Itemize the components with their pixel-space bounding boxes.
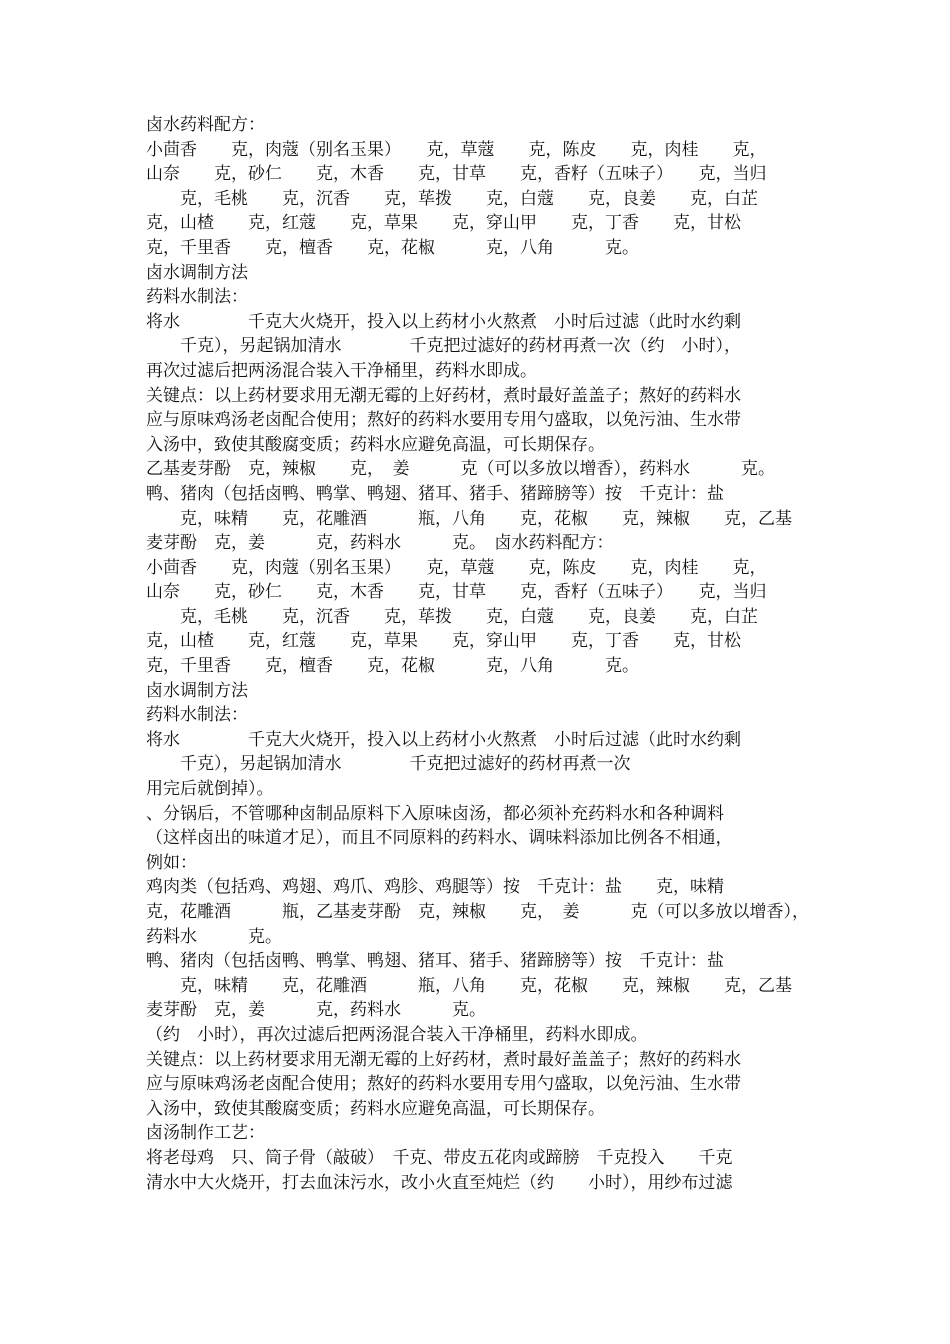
text-line: 卤水调制方法: [146, 262, 248, 283]
text-line: 入汤中，致使其酸腐变质；药料水应避免高温，可长期保存。: [146, 1098, 605, 1119]
text-line: （约 小时），再次过滤后把两汤混合装入干净桶里，药料水即成。: [146, 1024, 648, 1045]
text-line: 鸭、猪肉（包括卤鸭、鸭掌、鸭翅、猪耳、猪手、猪蹄膀等）按 千克计：盐: [146, 951, 724, 972]
text-line: 关键点：以上药材要求用无潮无霉的上好药材，煮时最好盖盖子；熬好的药料水: [146, 385, 741, 406]
text-line: 药料水 克。: [146, 926, 282, 947]
text-line: 千克），另起锅加清水 千克把过滤好的药材再煮一次（约 小时），: [146, 336, 741, 357]
text-line: 鸭、猪肉（包括卤鸭、鸭掌、鸭翅、猪耳、猪手、猪蹄膀等）按 千克计：盐: [146, 483, 724, 504]
document-body: [146, 113, 810, 1195]
text-line: 例如：: [146, 852, 197, 873]
text-line: （这样卤出的味道才足），而且不同原料的药料水、调味料添加比例各不相通，: [146, 828, 733, 849]
text-line: 药料水制法：: [146, 287, 248, 308]
text-line: 克，千里香 克，檀香 克，花椒 克，八角 克。: [146, 656, 639, 677]
text-line: 再次过滤后把两汤混合装入干净桶里，药料水即成。: [146, 360, 537, 381]
text-line: 药料水制法：: [146, 705, 248, 726]
text-line: 克，味精 克，花雕酒 瓶，八角 克，花椒 克，辣椒 克，乙基: [146, 975, 792, 996]
text-line: 应与原味鸡汤老卤配合使用；熬好的药料水要用专用勺盛取，以免污油、生水带: [146, 410, 741, 431]
text-line: 山奈 克，砂仁 克，木香 克，甘草 克，香籽（五味子） 克，当归: [146, 582, 767, 603]
text-line: 麦芽酚 克，姜 克，药料水 克。 卤水药料配方：: [146, 533, 614, 554]
text-line: 卤水药料配方：: [146, 115, 265, 135]
text-line: 、分锅后，不管哪种卤制品原料下入原味卤汤，都必须补充药料水和各种调料: [146, 803, 724, 824]
text-line: 入汤中，致使其酸腐变质；药料水应避免高温，可长期保存。: [146, 434, 605, 455]
text-line: 将老母鸡 只、筒子骨（敲破） 千克、带皮五花肉或蹄膀 千克投入 千克: [146, 1147, 733, 1168]
text-line: 卤水调制方法: [146, 680, 248, 701]
text-line: 用完后就倒掉）。: [146, 779, 274, 800]
text-line: 应与原味鸡汤老卤配合使用；熬好的药料水要用专用勺盛取，以免污油、生水带: [146, 1074, 741, 1095]
text-line: 将水 千克大火烧开，投入以上药材小火熬煮 小时后过滤（此时水约剩: [146, 729, 741, 750]
text-line: 克，山楂 克，红蔻 克，草果 克，穿山甲 克，丁香 克，甘松: [146, 631, 741, 652]
text-line: 克，味精 克，花雕酒 瓶，八角 克，花椒 克，辣椒 克，乙基: [146, 508, 792, 529]
text-line: 千克），另起锅加清水 千克把过滤好的药材再煮一次: [146, 754, 631, 775]
text-line: 清水中大火烧开，打去血沫污水，改小火直至炖烂（约 小时），用纱布过滤: [146, 1172, 733, 1193]
text-line: 卤汤制作工艺：: [146, 1123, 265, 1144]
text-line: 小茴香 克，肉蔻（别名玉果） 克，草蔻 克，陈皮 克，肉桂 克，: [146, 557, 767, 578]
text-line: 克，千里香 克，檀香 克，花椒 克，八角 克。: [146, 237, 639, 258]
text-line: 克，毛桃 克，沉香 克，荜拨 克，白蔻 克，良姜 克，白芷: [146, 606, 758, 627]
text-line: 小茴香 克，肉蔻（别名玉果） 克，草蔻 克，陈皮 克，肉桂 克，: [146, 139, 767, 160]
text-line: 乙基麦芽酚 克，辣椒 克， 姜 克（可以多放以增香），药料水 克。: [146, 459, 775, 480]
text-line: 山奈 克，砂仁 克，木香 克，甘草 克，香籽（五味子） 克，当归: [146, 164, 767, 185]
text-line: 鸡肉类（包括鸡、鸡翅、鸡爪、鸡胗、鸡腿等）按 千克计：盐 克，味精: [146, 877, 724, 898]
text-line: 克，山楂 克，红蔻 克，草果 克，穿山甲 克，丁香 克，甘松: [146, 213, 741, 234]
text-line: 克，花雕酒 瓶，乙基麦芽酚 克，辣椒 克， 姜 克（可以多放以增香），: [146, 902, 809, 922]
text-line: 将水 千克大火烧开，投入以上药材小火熬煮 小时后过滤（此时水约剩: [146, 311, 741, 332]
text-line: 关键点：以上药材要求用无潮无霉的上好药材，煮时最好盖盖子；熬好的药料水: [146, 1049, 741, 1070]
text-line: 克，毛桃 克，沉香 克，荜拨 克，白蔻 克，良姜 克，白芷: [146, 188, 758, 209]
text-line: 麦芽酚 克，姜 克，药料水 克。: [146, 1000, 486, 1021]
